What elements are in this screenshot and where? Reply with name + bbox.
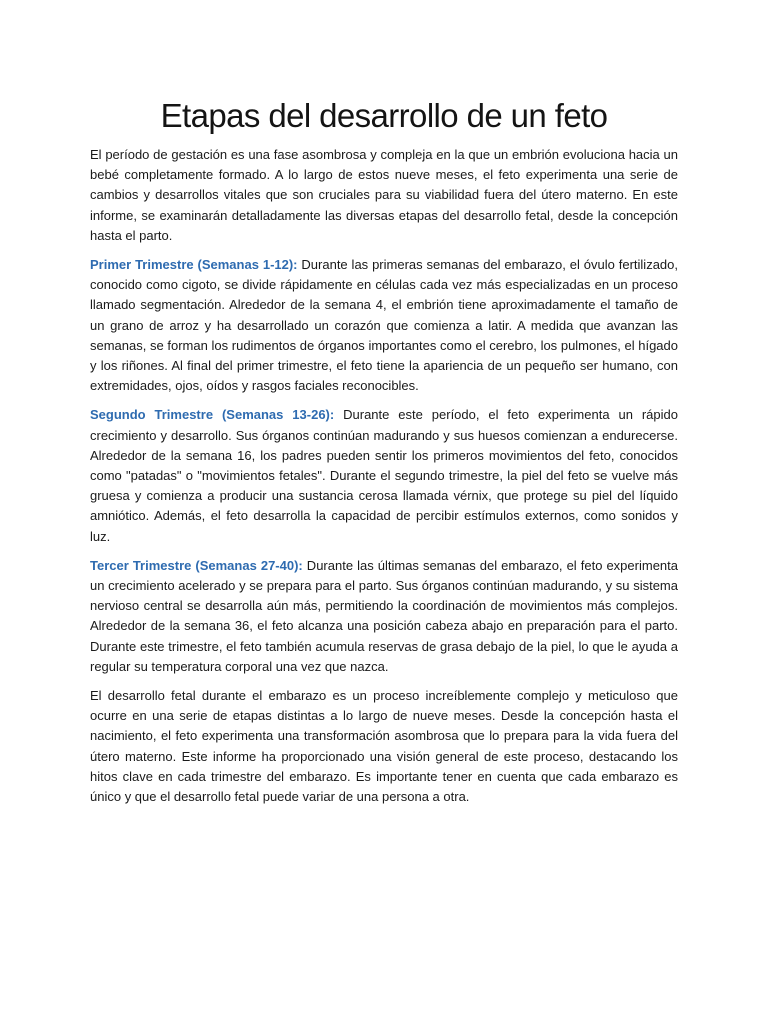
section-second-trimester xyxy=(90,405,678,546)
conclusion-paragraph: El desarrollo fetal durante el embarazo es un proceso increíblemente complejo y meticuloso que ocurre en una serie de etapas distintas a lo largo de nueve meses. Desde la concepción hasta el nacimiento, el feto experimenta una transformación asombrosa que lo prepara para la vida fuera del útero materno. Este informe ha proporcionado una visión general de este proceso, destacando los hitos clave en cada trimestre del embarazo. Es importante tener en cuenta que cada embarazo es único y que el desarrollo fetal puede variar de una persona a otra. xyxy=(90,688,678,805)
section-third-trimester xyxy=(90,556,678,677)
document-page xyxy=(90,96,678,816)
section-body-second-trimester: Durante este período, el feto experimenta un rápido crecimiento y desarrollo. Sus órganos continúan madurando y sus huesos comienzan a endurecerse. Alrededor de la semana 16, los padres pueden sentir los primeros movimientos del feto, conocidos como "patadas" o "movimientos fetales". Durante el segundo trimestre, la piel del feto se vuelve más gruesa y comienza a producir una sustancia cerosa llamada vérnix, que protege su piel del líquido amniótico. Además, el feto desarrolla la capacidad de percibir estímulos externos, como sonidos y luz. xyxy=(90,407,678,544)
section-first-trimester xyxy=(90,255,678,396)
section-heading-third-trimester: Tercer Trimestre (Semanas 27-40): xyxy=(90,557,303,573)
intro-paragraph: El período de gestación es una fase asombrosa y compleja en la que un embrión evoluciona hacia un bebé completamente formado. A lo largo de estos nueve meses, el feto experimenta una serie de cambios y desarrollos vitales que son cruciales para su viabilidad fuera del útero materno. En este informe, se examinarán detalladamente las diversas etapas del desarrollo fetal, desde la concepción hasta el parto. xyxy=(90,147,678,243)
section-body-third-trimester: Durante las últimas semanas del embarazo, el feto experimenta un crecimiento acelerado y se prepara para el parto. Sus órganos continúan madurando, y su sistema nervioso central se desarrolla aún más, permitiendo la coordinación de movimientos más complejos. Alrededor de la semana 36, el feto alcanza una posición cabeza abajo en preparación para el parto. Durante este trimestre, el feto también acumula reservas de grasa debajo de la piel, lo que le ayuda a regular su temperatura corporal una vez que nazca. xyxy=(90,557,678,674)
document-title: Etapas del desarrollo de un feto xyxy=(160,97,608,134)
section-heading-first-trimester: Primer Trimestre (Semanas 1-12): xyxy=(90,257,298,273)
section-body-first-trimester: Durante las primeras semanas del embarazo, el óvulo fertilizado, conocido como cigoto, se divide rápidamente en células cada vez más especializadas en un proceso llamado segmentación. Alrededor de la semana 4, el embrión tiene aproximadamente el tamaño de un grano de arroz y ha desarrollado un corazón que comienza a latir. A medida que avanzan las semanas, se forman los rudimentos de órganos importantes como el cerebro, los pulmones, el hígado y los riñones. Al final del primer trimestre, el feto tiene la apariencia de un pequeño ser humano, con extremidades, ojos, oídos y rasgos faciales reconocibles. xyxy=(90,257,678,394)
section-heading-second-trimester: Segundo Trimestre (Semanas 13-26): xyxy=(90,407,335,423)
